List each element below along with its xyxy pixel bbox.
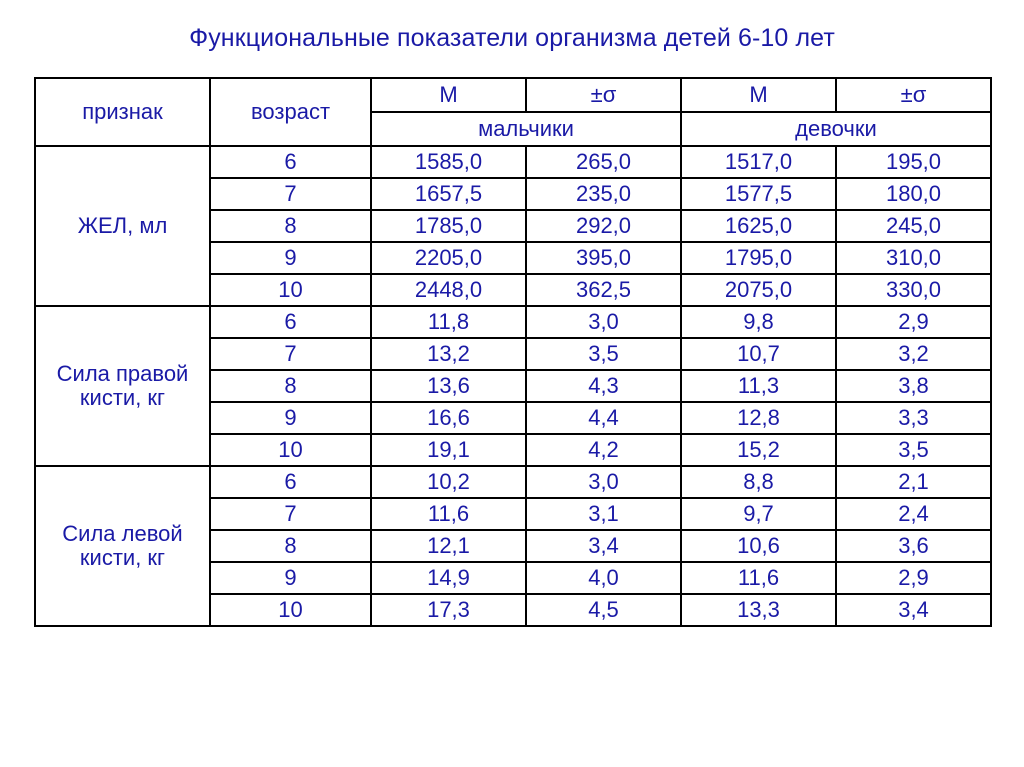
boys-mean-cell: 13,2 (371, 338, 526, 370)
feature-cell: Сила правой кисти, кг (35, 306, 210, 466)
girls-sd-cell: 3,6 (836, 530, 991, 562)
girls-mean-cell: 1625,0 (681, 210, 836, 242)
girls-sd-cell: 3,5 (836, 434, 991, 466)
girls-sd-cell: 3,3 (836, 402, 991, 434)
boys-mean-cell: 1785,0 (371, 210, 526, 242)
feature-cell: Сила левой кисти, кг (35, 466, 210, 626)
header-boys-sd: ±σ (526, 78, 681, 112)
feature-cell: ЖЕЛ, мл (35, 146, 210, 306)
boys-sd-cell: 3,0 (526, 306, 681, 338)
age-cell: 10 (210, 274, 371, 306)
girls-mean-cell: 15,2 (681, 434, 836, 466)
girls-mean-cell: 2075,0 (681, 274, 836, 306)
girls-sd-cell: 245,0 (836, 210, 991, 242)
girls-sd-cell: 3,2 (836, 338, 991, 370)
girls-sd-cell: 180,0 (836, 178, 991, 210)
girls-sd-cell: 3,8 (836, 370, 991, 402)
girls-mean-cell: 1577,5 (681, 178, 836, 210)
age-cell: 6 (210, 466, 371, 498)
age-cell: 7 (210, 178, 371, 210)
boys-mean-cell: 11,8 (371, 306, 526, 338)
girls-sd-cell: 330,0 (836, 274, 991, 306)
boys-mean-cell: 12,1 (371, 530, 526, 562)
boys-mean-cell: 1585,0 (371, 146, 526, 178)
boys-mean-cell: 11,6 (371, 498, 526, 530)
age-cell: 7 (210, 498, 371, 530)
boys-sd-cell: 4,2 (526, 434, 681, 466)
girls-mean-cell: 11,3 (681, 370, 836, 402)
girls-sd-cell: 2,9 (836, 306, 991, 338)
data-table (34, 77, 992, 627)
boys-sd-cell: 235,0 (526, 178, 681, 210)
age-cell: 9 (210, 242, 371, 274)
table-row (35, 306, 991, 338)
boys-mean-cell: 1657,5 (371, 178, 526, 210)
girls-mean-cell: 10,7 (681, 338, 836, 370)
girls-mean-cell: 9,8 (681, 306, 836, 338)
header-boys: мальчики (371, 112, 681, 146)
header-row-1 (35, 78, 991, 112)
boys-mean-cell: 17,3 (371, 594, 526, 626)
age-cell: 9 (210, 402, 371, 434)
boys-mean-cell: 19,1 (371, 434, 526, 466)
girls-sd-cell: 3,4 (836, 594, 991, 626)
age-cell: 7 (210, 338, 371, 370)
header-feature: признак (35, 78, 210, 146)
header-girls-sd: ±σ (836, 78, 991, 112)
boys-sd-cell: 4,3 (526, 370, 681, 402)
boys-mean-cell: 2448,0 (371, 274, 526, 306)
boys-sd-cell: 265,0 (526, 146, 681, 178)
age-cell: 9 (210, 562, 371, 594)
girls-mean-cell: 1517,0 (681, 146, 836, 178)
age-cell: 6 (210, 146, 371, 178)
age-cell: 10 (210, 594, 371, 626)
boys-sd-cell: 3,1 (526, 498, 681, 530)
boys-sd-cell: 395,0 (526, 242, 681, 274)
header-boys-mean: М (371, 78, 526, 112)
boys-sd-cell: 362,5 (526, 274, 681, 306)
header-age: возраст (210, 78, 371, 146)
girls-mean-cell: 12,8 (681, 402, 836, 434)
boys-sd-cell: 4,5 (526, 594, 681, 626)
boys-sd-cell: 4,4 (526, 402, 681, 434)
boys-mean-cell: 14,9 (371, 562, 526, 594)
boys-mean-cell: 10,2 (371, 466, 526, 498)
page-title: Функциональные показатели организма детей 6-10 лет (189, 24, 835, 52)
boys-sd-cell: 4,0 (526, 562, 681, 594)
boys-mean-cell: 13,6 (371, 370, 526, 402)
girls-mean-cell: 11,6 (681, 562, 836, 594)
girls-sd-cell: 2,1 (836, 466, 991, 498)
header-girls: девочки (681, 112, 991, 146)
boys-mean-cell: 2205,0 (371, 242, 526, 274)
boys-sd-cell: 3,0 (526, 466, 681, 498)
girls-sd-cell: 195,0 (836, 146, 991, 178)
girls-mean-cell: 8,8 (681, 466, 836, 498)
boys-sd-cell: 292,0 (526, 210, 681, 242)
age-cell: 8 (210, 530, 371, 562)
girls-sd-cell: 2,4 (836, 498, 991, 530)
age-cell: 10 (210, 434, 371, 466)
table-row (35, 466, 991, 498)
boys-sd-cell: 3,4 (526, 530, 681, 562)
girls-mean-cell: 1795,0 (681, 242, 836, 274)
girls-sd-cell: 310,0 (836, 242, 991, 274)
girls-mean-cell: 9,7 (681, 498, 836, 530)
girls-mean-cell: 13,3 (681, 594, 836, 626)
age-cell: 6 (210, 306, 371, 338)
table-row (35, 146, 991, 178)
age-cell: 8 (210, 370, 371, 402)
girls-mean-cell: 10,6 (681, 530, 836, 562)
girls-sd-cell: 2,9 (836, 562, 991, 594)
age-cell: 8 (210, 210, 371, 242)
header-girls-mean: М (681, 78, 836, 112)
boys-mean-cell: 16,6 (371, 402, 526, 434)
boys-sd-cell: 3,5 (526, 338, 681, 370)
